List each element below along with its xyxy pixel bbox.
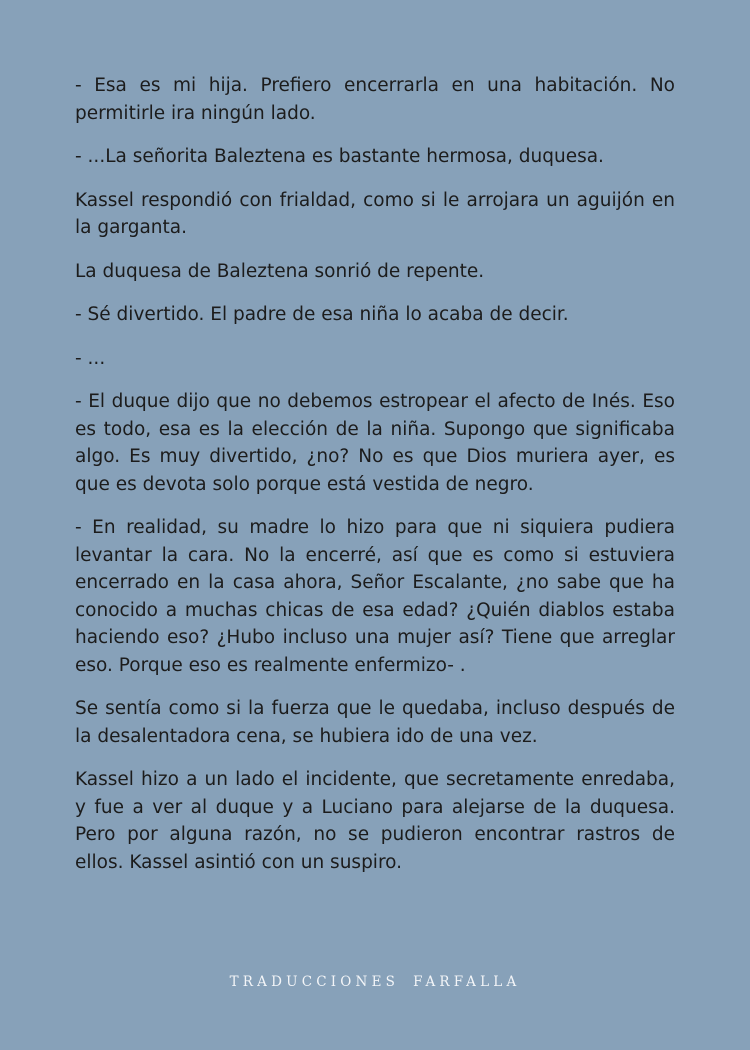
footer-word-2: FARFALLA [413, 974, 521, 990]
paragraph-9: Se sentía como si la fuerza que le quedaba, incluso después de la desalentadora cena, se hubiera ido de una vez. [75, 698, 675, 747]
paragraph-5: - Sé divertido. El padre de esa niña lo acaba de decir. [75, 304, 569, 325]
paragraph-4: La duquesa de Baleztena sonrió de repente. [75, 260, 485, 282]
paragraph-2: - ...La señorita Baleztena es bastante hermosa, duquesa. [75, 146, 604, 167]
footer-word-1: TRADUCCIONES [229, 974, 400, 990]
story-body [75, 72, 675, 892]
paragraph-1: - Esa es mi hija. Prefiero encerrarla en una habitación. No permitirle ira ningún lado. [75, 75, 675, 124]
paragraph-6: - ... [75, 347, 106, 369]
paragraph-7: - El duque dijo que no debemos estropear el afecto de Inés. Eso es todo, esa es la elección de la niña. Supongo que significaba algo. Es muy divertido, ¿no? No es que Dios muriera ayer, es que es devota solo porque está vestida de negro. [75, 391, 675, 495]
paragraph-8: - En realidad, su madre lo hizo para que ni siquiera pudiera levantar la cara. No la encerré, así que es como si estuviera encerrado en la casa ahora, Señor Escalante, ¿no sabe que ha conocido a muchas chicas de esa edad? ¿Quién diablos estaba haciendo eso? ¿Hubo incluso una mujer así? Tiene que arreglar eso. Porque eso es realmente enfermizo- . [75, 517, 675, 676]
footer-credit [0, 974, 750, 990]
paragraph-10: Kassel hizo a un lado el incidente, que secretamente enredaba, y fue a ver al duque y a Luciano para alejarse de la duquesa. Pero por alguna razón, no se pudieron encontrar rastros de ellos. Kassel asintió con un suspiro. [75, 769, 675, 873]
paragraph-3: Kassel respondió con frialdad, como si le arrojara un aguijón en la garganta. [75, 189, 675, 238]
